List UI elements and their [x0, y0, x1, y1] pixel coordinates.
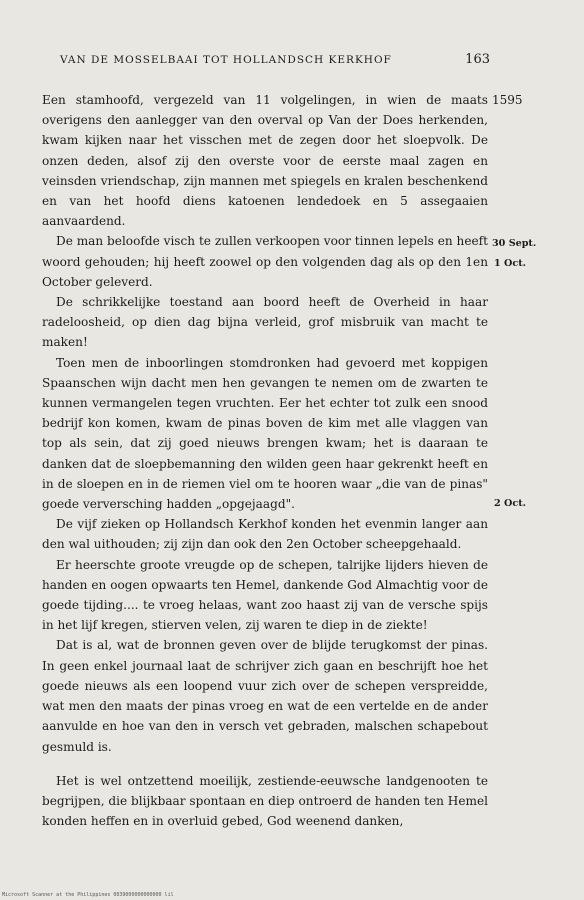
scan-footer: Microsoft Scanner at the Philippines 0039000000000000 lil	[2, 892, 174, 898]
main-text	[42, 90, 488, 831]
margin-note-1-oct: 1 Oct.	[494, 258, 526, 269]
page-number: 163	[465, 52, 490, 67]
paragraph-3: De schrikkelijke toestand aan boord heeft de Overheid in haar radeloosheid, op dien dag bijna verleid, grof misbruik van macht te maken!	[42, 295, 488, 350]
margin-note-year: 1595	[492, 93, 523, 107]
running-title: VAN DE MOSSELBAAI TOT HOLLANDSCH KERKHOF	[60, 54, 392, 66]
paragraph-2: De man beloofde visch te zullen verkoopen voor tinnen lepels en heeft woord gehouden; hij heeft zoowel op den volgenden dag als op den 1en October geleverd.	[42, 234, 488, 289]
running-header	[60, 52, 490, 67]
paragraph-6: Er heerschte groote vreugde op de schepen, talrijke lijders hieven de handen en oogen opwaarts ten Hemel, dankende God Almachtig voor de goede tijding.... te vroeg helaas, want zoo haast zij van de versche spijs in het lijf kregen, stierven velen, zij waren te diep in de ziekte!	[42, 557, 488, 633]
paragraph-4: Toen men de inboorlingen stomdronken had gevoerd met koppigen Spaanschen wijn dacht men hen gevangen te nemen om de zwarten te kunnen vermangelen tegen vruchten. Eer het echter tot zulk een snood bedrijf kon komen, kwam de pinas boven de kim met alle vlaggen van top als sein, dat zij goed nieuws brengen kwam; het is daaraan te danken dat de sloepbemanning den wilden geen haar gekrenkt heeft en in de sloepen en in de riemen viel om te hooren waar „die van de pinas" goede verversching hadden „opgejaagd".	[42, 355, 488, 512]
paragraph-7: Dat is al, wat de bronnen geven over de blijde terugkomst der pinas. In geen enkel journaal laat de schrijver zich gaan en beschrijft hoe het goede nieuws als een loopend vuur zich over de schepen verspreidde, wat men den maats der pinas vroeg en wat de een vertelde en de ander aanvulde en hoe van den in versch vet gebraden, malschen schapebout gesmuld is.	[42, 638, 488, 754]
margin-note-2-oct: 2 Oct.	[494, 498, 526, 509]
paragraph-8: Het is wel ontzettend moeilijk, zestiende-eeuwsche landgenooten te begrijpen, die blijkbaar spontaan en diep ontroerd de handen ten Hemel konden heffen en in overluid gebed, God weenend danken,	[42, 773, 488, 829]
paragraph-1: Een stamhoofd, vergezeld van 11 volgelingen, in wien de maats overigens den aanlegger van den overval op Van der Does herkenden, kwam kijken naar het visschen met de zegen door het sloepvolk. De onzen deden, alsof zij den overste voor de eerste maal zagen en veinsden vriendschap, zijn mannen met spiegels en kralen beschenkend en van het hoofd diens katoenen lendedoek en 5 assegaaien aanvaardend.	[42, 93, 488, 229]
margin-note-30-sept: 30 Sept.	[492, 238, 537, 249]
paragraph-5: De vijf zieken op Hollandsch Kerkhof konden het evenmin langer aan den wal uithouden; zij zijn dan ook den 2en October scheepgehaald.	[42, 517, 488, 552]
